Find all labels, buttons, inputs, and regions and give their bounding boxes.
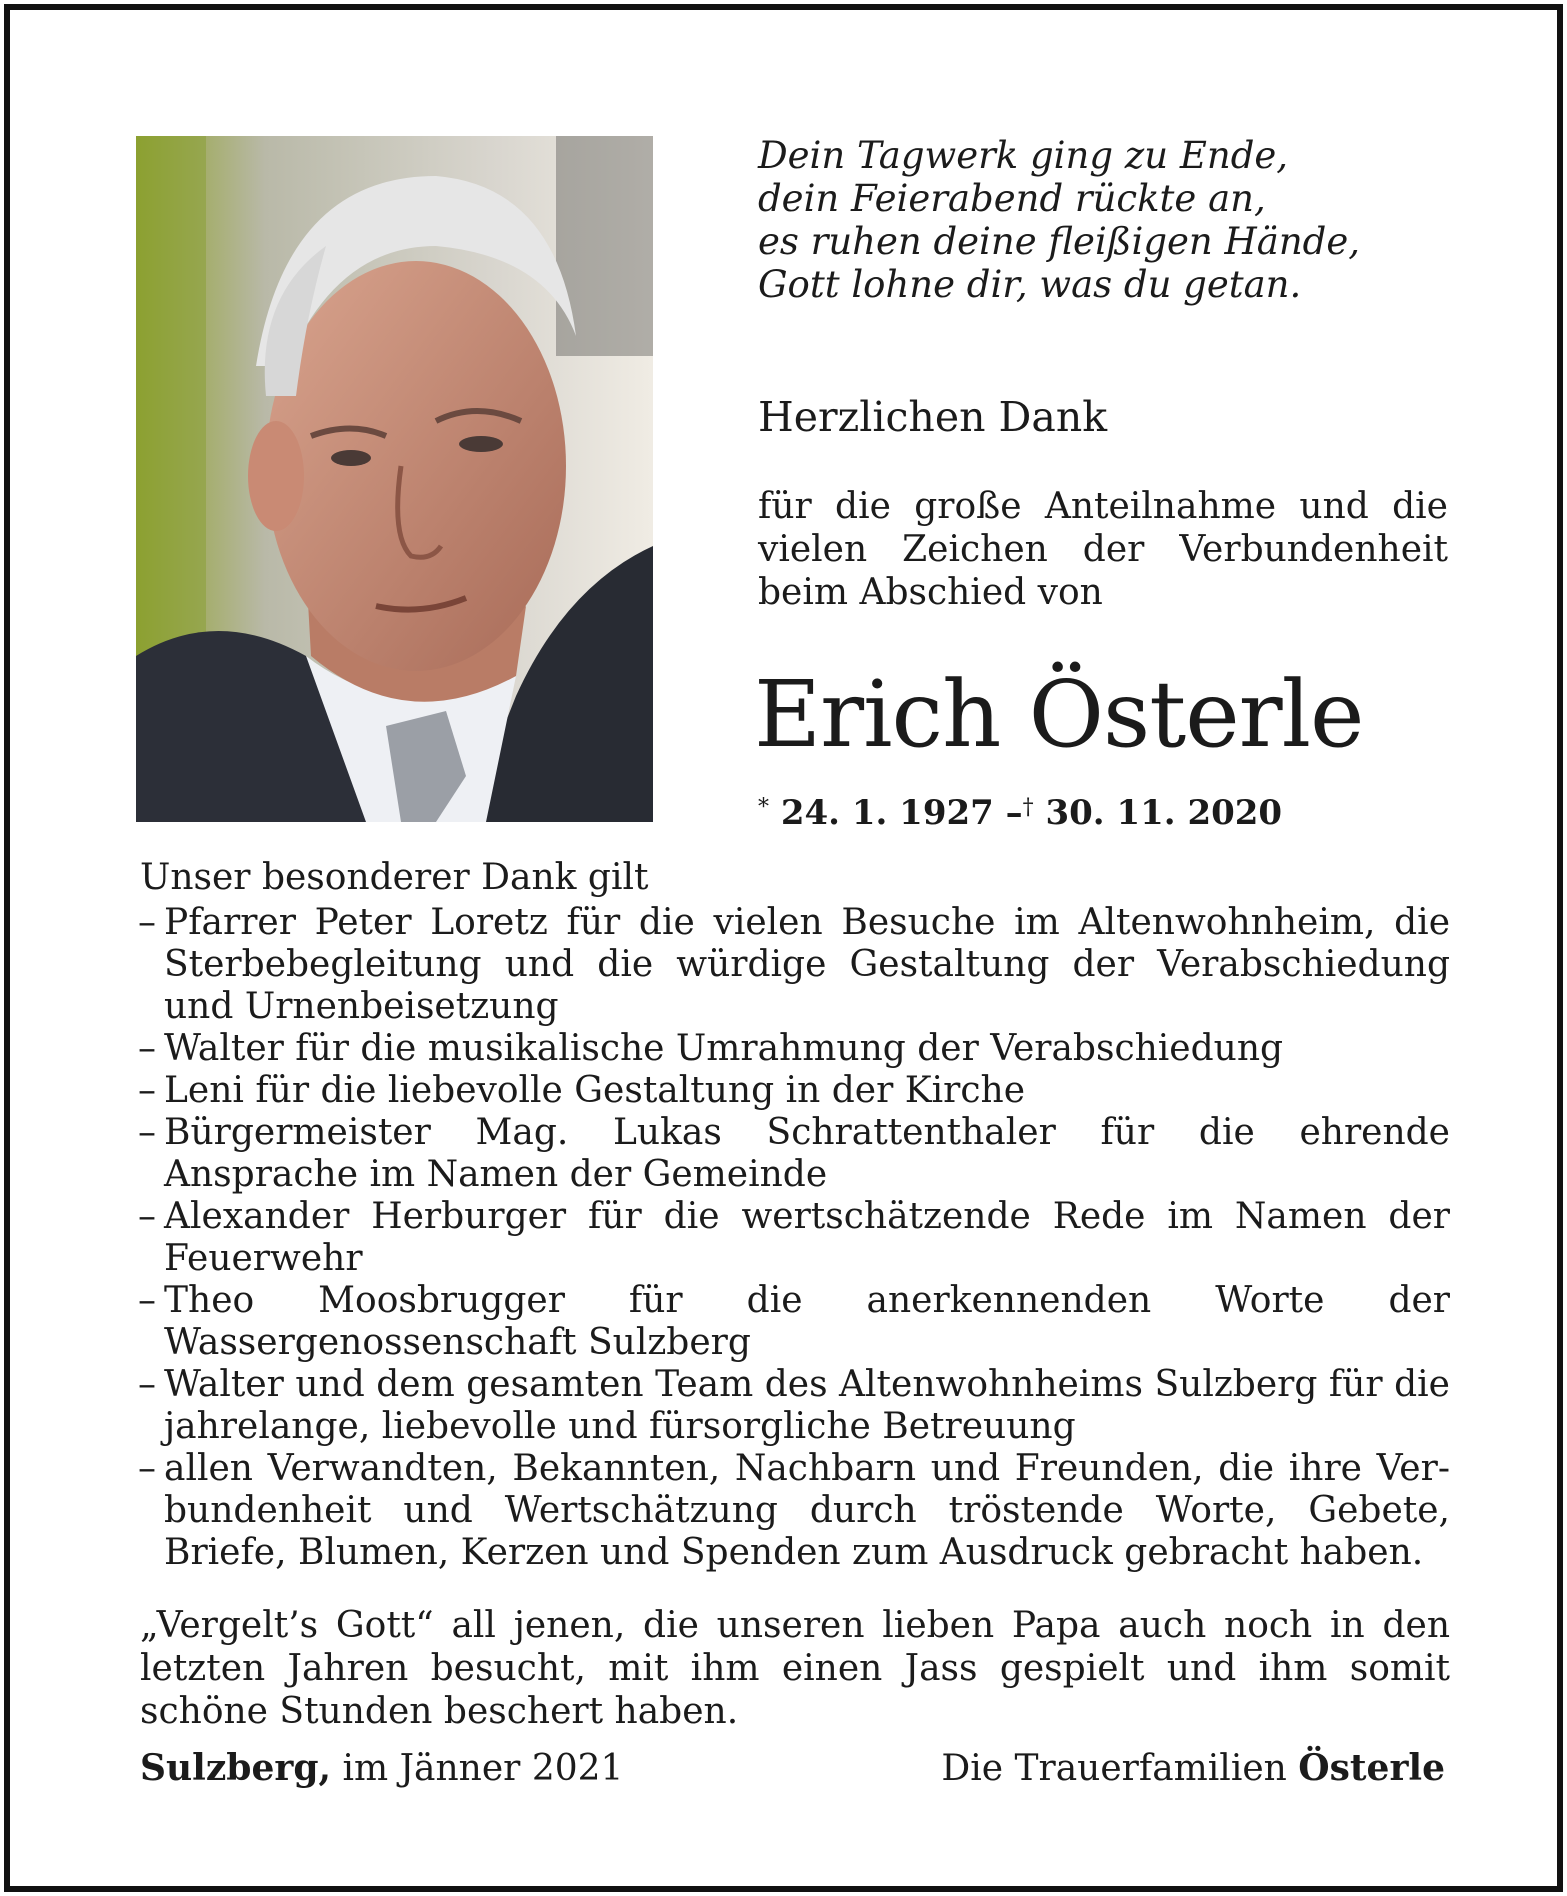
list-item bbox=[138, 1448, 1450, 1574]
poem-line: Gott lohne dir, was du getan. bbox=[758, 263, 1302, 306]
thanks-lead: Unser besonderer Dank gilt bbox=[140, 857, 649, 898]
portrait-illustration bbox=[136, 136, 653, 822]
bullet-dash: – bbox=[138, 902, 156, 943]
thanks-list bbox=[138, 902, 1450, 1574]
date-separator: – bbox=[1005, 793, 1023, 833]
obituary-card bbox=[4, 4, 1563, 1892]
birth-marker: * bbox=[758, 795, 769, 820]
intro-text: für die große Anteilnahme und die vielen Zeichen der Verbundenheit beim Abschied von bbox=[758, 486, 1448, 613]
list-item-text: Leni für die liebevolle Gestaltung in der Kirche bbox=[164, 1070, 1026, 1111]
poem bbox=[758, 134, 1458, 306]
list-item bbox=[138, 1112, 1450, 1196]
place-date bbox=[140, 1746, 623, 1791]
life-dates bbox=[758, 786, 1282, 835]
bullet-dash: – bbox=[138, 1448, 156, 1489]
poem-line: dein Feierabend rückte an, bbox=[758, 177, 1266, 220]
poem-line: es ruhen deine fleißigen Hände, bbox=[758, 220, 1361, 263]
list-item-text: allen Verwandten, Bekannten, Nachbarn und Freunden, die ihre Verbundenheit und Wertschätzung durch tröstende Worte, Gebete, Briefe, Blumen, Kerzen und Spenden zum Ausdruck gebracht haben. bbox=[164, 1448, 1450, 1573]
list-item bbox=[138, 1196, 1450, 1280]
list-item-text: Walter für die musikalische Umrahmung der Verabschiedung bbox=[164, 1028, 1284, 1069]
bullet-dash: – bbox=[138, 1112, 156, 1153]
list-item-text: Walter und dem gesamten Team des Altenwohnheims Sulzberg für die jahrelange, liebevolle und fürsorgliche Betreuung bbox=[164, 1364, 1450, 1447]
death-marker: † bbox=[1022, 795, 1034, 820]
closing-paragraph: „Vergelt’s Gott“ all jenen, die unseren lieben Papa auch noch in den letzten Jahren besucht, mit ihm einen Jass gespielt und ihm somit schöne Stunden beschert haben. bbox=[140, 1605, 1450, 1732]
list-item bbox=[138, 1070, 1450, 1112]
date-text: im Jänner 2021 bbox=[342, 1748, 624, 1789]
birth-date: 24. 1. 1927 bbox=[780, 793, 994, 833]
bullet-dash: – bbox=[138, 1364, 156, 1405]
list-item bbox=[138, 1280, 1450, 1364]
bullet-dash: – bbox=[138, 1028, 156, 1069]
place-name: Sulzberg, bbox=[140, 1747, 332, 1789]
death-date: 30. 11. 2020 bbox=[1045, 793, 1283, 833]
list-item-text: Pfarrer Peter Loretz für die vielen Besuche im Altenwohnheim, die Sterbebegleitung und die würdige Gestaltung der Verabschiedung und Urnenbeisetzung bbox=[164, 902, 1450, 1027]
list-item-text: Alexander Herburger für die wertschätzende Rede im Namen der Feuerwehr bbox=[164, 1196, 1450, 1279]
bullet-dash: – bbox=[138, 1196, 156, 1237]
list-item-text: Theo Moosbrugger für die anerkennenden Worte der Wassergenossenschaft Sulzberg bbox=[164, 1280, 1450, 1363]
list-item bbox=[138, 1364, 1450, 1448]
list-item bbox=[138, 902, 1450, 1028]
poem-line: Dein Tagwerk ging zu Ende, bbox=[758, 134, 1289, 177]
bullet-dash: – bbox=[138, 1070, 156, 1111]
family-prefix: Die Trauerfamilien bbox=[941, 1748, 1287, 1789]
family-name: Österle bbox=[1298, 1747, 1445, 1789]
family-signature bbox=[941, 1746, 1445, 1791]
list-item-text: Bürgermeister Mag. Lukas Schrattenthaler für die ehrende Ansprache im Namen der Gemeinde bbox=[164, 1112, 1450, 1195]
list-item bbox=[138, 1028, 1450, 1070]
portrait-photo bbox=[136, 136, 653, 822]
thanks-heading: Herzlichen Dank bbox=[758, 393, 1108, 441]
bullet-dash: – bbox=[138, 1280, 156, 1321]
deceased-name: Erich Österle bbox=[754, 661, 1364, 768]
